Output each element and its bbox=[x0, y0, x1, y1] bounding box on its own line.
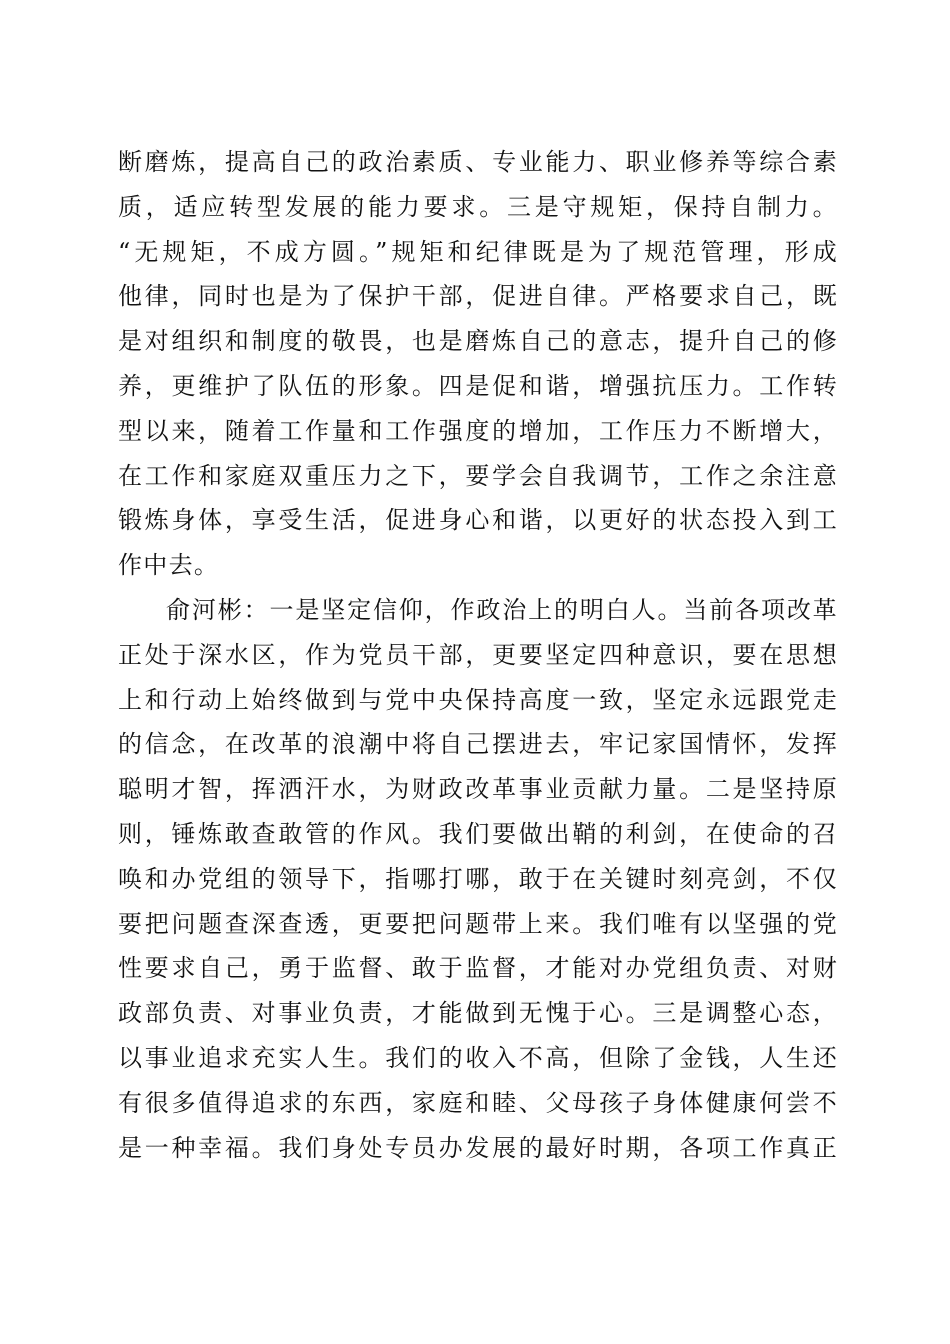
text-line: 唤和办党组的领导下，指哪打哪，敢于在关键时刻亮剑，不仅 bbox=[118, 864, 838, 893]
text-line: 断磨炼，提高自己的政治素质、专业能力、职业修养等综合素 bbox=[118, 148, 838, 176]
text-line: 在工作和家庭双重压力之下，要学会自我调节，工作之余注意 bbox=[118, 461, 838, 490]
text-line: 养，更维护了队伍的形象。四是促和谐，增强抗压力。工作转 bbox=[118, 371, 838, 400]
text-line: “无规矩，不成方圆。”规矩和纪律既是为了规范管理，形成 bbox=[118, 237, 838, 266]
text-line: 正处于深水区，作为党员干部，更要坚定四种意识，要在思想 bbox=[118, 640, 838, 669]
text-line: 性要求自己，勇于监督、敢于监督，才能对办党组负责、对财 bbox=[118, 954, 838, 983]
text-line: 他律，同时也是为了保护干部，促进自律。严格要求自己，既 bbox=[118, 282, 838, 311]
text-line: 是对组织和制度的敬畏，也是磨炼自己的意志，提升自己的修 bbox=[118, 327, 838, 356]
text-line: 是一种幸福。我们身处专员办发展的最好时期，各项工作真正 bbox=[118, 1133, 838, 1162]
text-line: 政部负责、对事业负责，才能做到无愧于心。三是调整心态， bbox=[118, 999, 838, 1028]
body-text bbox=[118, 140, 838, 1170]
text-line: 聪明才智，挥洒汗水，为财政改革事业贡献力量。二是坚持原 bbox=[118, 775, 838, 804]
text-line: 有很多值得追求的东西，家庭和睦、父母孩子身体健康何尝不 bbox=[118, 1088, 838, 1117]
text-line: 锻炼身体，享受生活，促进身心和谐，以更好的状态投入到工 bbox=[118, 506, 838, 535]
text-line: 俞河彬：一是坚定信仰，作政治上的明白人。当前各项改革 bbox=[166, 595, 838, 624]
text-line: 以事业追求充实人生。我们的收入不高，但除了金钱，人生还 bbox=[118, 1043, 838, 1072]
text-line: 的信念，在改革的浪潮中将自己摆进去，牢记家国情怀，发挥 bbox=[118, 730, 838, 759]
text-line: 要把问题查深查透，更要把问题带上来。我们唯有以坚强的党 bbox=[118, 909, 838, 938]
text-line: 则，锤炼敢查敢管的作风。我们要做出鞘的利剑，在使命的召 bbox=[118, 819, 838, 848]
text-line: 作中去。 bbox=[118, 551, 220, 580]
text-line: 型以来，随着工作量和工作强度的增加，工作压力不断增大， bbox=[118, 416, 838, 445]
text-line: 上和行动上始终做到与党中央保持高度一致，坚定永远跟党走 bbox=[118, 685, 838, 714]
text-line: 质，适应转型发展的能力要求。三是守规矩，保持自制力。 bbox=[118, 192, 838, 221]
